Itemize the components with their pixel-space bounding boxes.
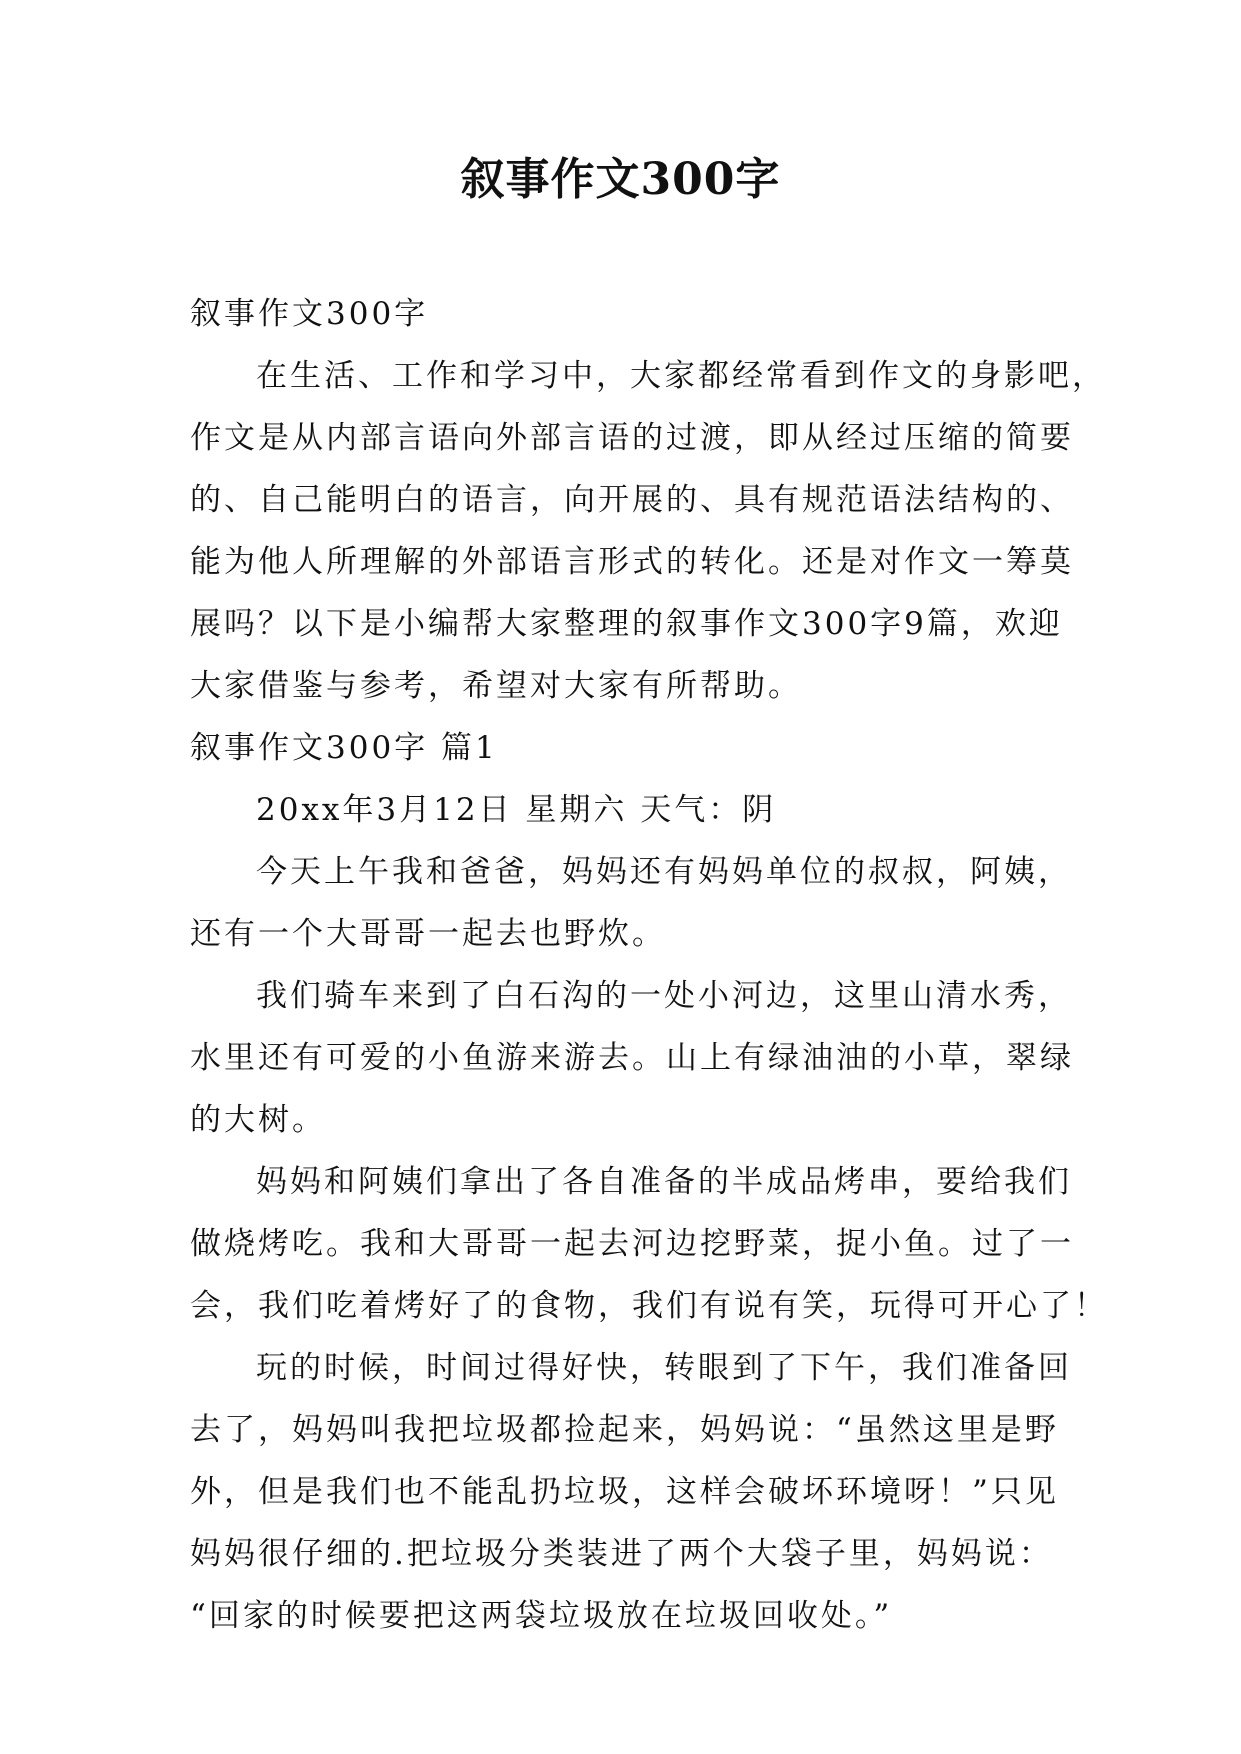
text-line: 的大树。 — [190, 1102, 326, 1138]
text-line: 展吗？以下是小编帮大家整理的叙事作文300字9篇，欢迎 — [190, 606, 1063, 642]
text-line: 外，但是我们也不能乱扔垃圾，这样会破坏环境呀！”只见 — [190, 1474, 1059, 1510]
text-line: 20xx年3月12日 星期六 天气：阴 — [256, 792, 777, 828]
text-line: 去了，妈妈叫我把垃圾都捡起来，妈妈说：“虽然这里是野 — [190, 1412, 1059, 1448]
text-line: 妈妈很仔细的.把垃圾分类装进了两个大袋子里，妈妈说： — [190, 1536, 1053, 1572]
text-line: “回家的时候要把这两袋垃圾放在垃圾回收处。” — [190, 1598, 893, 1634]
document-body — [190, 283, 1108, 1647]
text-line: 水里还有可爱的小鱼游来游去。山上有绿油油的小草，翠绿 — [190, 1040, 1074, 1076]
text-line: 在生活、工作和学习中，大家都经常看到作文的身影吧， — [256, 358, 1106, 394]
text-line: 做烧烤吃。我和大哥哥一起去河边挖野菜，捉小鱼。过了一 — [190, 1226, 1074, 1262]
text-line: 大家借鉴与参考，希望对大家有所帮助。 — [190, 668, 802, 704]
text-line: 还有一个大哥哥一起去也野炊。 — [190, 916, 666, 952]
text-line: 叙事作文300字 篇1 — [190, 730, 498, 766]
text-line: 的、自己能明白的语言，向开展的、具有规范语法结构的、 — [190, 482, 1074, 518]
text-line: 玩的时候，时间过得好快，转眼到了下午，我们准备回 — [256, 1350, 1072, 1386]
text-line: 我们骑车来到了白石沟的一处小河边，这里山清水秀， — [256, 978, 1072, 1014]
text-line: 作文是从内部言语向外部言语的过渡，即从经过压缩的简要 — [190, 420, 1074, 456]
text-line: 叙事作文300字 — [190, 296, 429, 332]
text-line: 能为他人所理解的外部语言形式的转化。还是对作文一筹莫 — [190, 544, 1074, 580]
text-line: 会，我们吃着烤好了的食物，我们有说有笑，玩得可开心了！ — [190, 1288, 1108, 1324]
text-line: 妈妈和阿姨们拿出了各自准备的半成品烤串，要给我们 — [256, 1164, 1072, 1200]
document-title: 叙事作文300字 — [460, 154, 781, 205]
text-line: 今天上午我和爸爸，妈妈还有妈妈单位的叔叔，阿姨， — [256, 854, 1072, 890]
